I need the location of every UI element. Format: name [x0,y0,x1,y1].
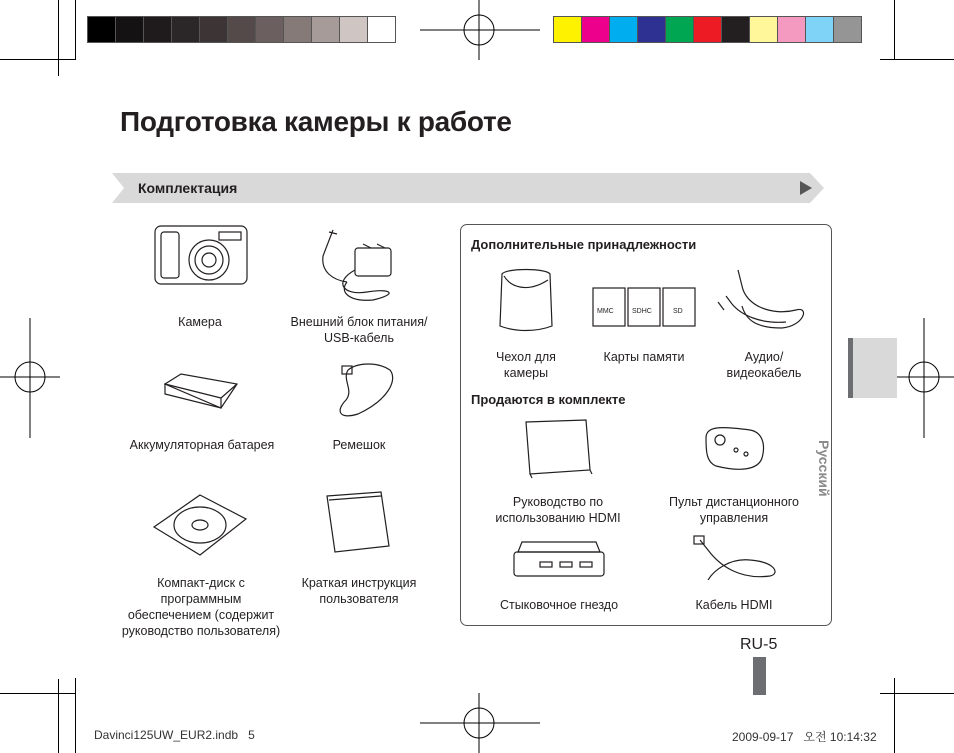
card-label-sd: SD [673,308,683,315]
language-tab [848,338,897,398]
hdmi-cable-icon [690,536,780,586]
page-number: RU-5 [740,636,778,653]
docking-station-icon [510,540,606,584]
crop-mark [894,678,895,753]
remote-control-icon [700,424,766,474]
item-caption-quick-guide: Краткая инструкция пользователя [301,576,417,606]
registration-mark-right [894,318,954,438]
item-caption-strap: Ремешок [332,438,386,452]
color-swatch [665,16,694,43]
power-adapter-icon [303,222,413,302]
section-title: Комплектация [138,180,238,196]
footer-filename: Davinci125UW_EUR2.indb 5 [94,728,255,742]
color-swatch [255,16,284,43]
item-caption-battery: Аккумуляторная батарея [129,438,275,452]
color-swatch [199,16,228,43]
hdmi-manual-icon [524,418,594,478]
item-caption-camera: Камера [178,315,222,329]
color-swatch [87,16,116,43]
registration-mark-bottom [420,693,540,753]
crop-mark [880,693,954,694]
color-swatch [171,16,200,43]
color-swatch [227,16,256,43]
gray-swatch-row [87,16,395,43]
color-swatch [581,16,610,43]
color-swatch [721,16,750,43]
optional-accessories-heading: Дополнительные принадлежности [471,237,697,252]
crop-mark [75,678,76,753]
optional-caption-case: Чехол для камеры [496,350,556,380]
crop-mark [58,0,59,76]
sold-caption-hdmi-manual: Руководство по использованию HDMI [495,495,621,525]
camera-case-icon [496,266,556,332]
item-caption-cd: Компакт-диск с программным обеспечением (содержит руководство пользователя) [121,576,281,638]
optional-caption-av-cable: Аудио/ видеокабель [726,350,802,380]
registration-mark-left [0,318,60,438]
battery-icon [163,372,239,412]
color-swatch [609,16,638,43]
registration-mark-top [420,0,540,60]
color-swatch [637,16,666,43]
crop-mark [58,679,59,753]
color-swatch [693,16,722,43]
color-swatch [143,16,172,43]
color-swatch [777,16,806,43]
sold-separately-heading: Продаются в комплекте [471,392,626,407]
page-title: Подготовка камеры к работе [120,106,512,137]
color-swatch-row [553,16,861,43]
sold-caption-docking-station: Стыковочное гнездо [499,598,619,612]
item-caption-power-adapter: Внешний блок питания/ USB-кабель [290,315,428,345]
footer-timestamp: 2009-09-17 오전 10:14:32 [732,730,877,744]
crop-mark [894,0,895,60]
color-swatch [283,16,312,43]
sold-caption-remote: Пульт дистанционного управления [668,495,800,525]
memory-cards-icon [591,286,697,328]
crop-mark [0,693,75,694]
card-label-mmc: MMC [597,308,614,315]
strap-icon [318,360,398,420]
color-swatch [749,16,778,43]
crop-mark [880,59,954,60]
optional-caption-memory-cards: Карты памяти [603,350,685,364]
color-swatch [805,16,834,43]
color-swatch [367,16,396,43]
cd-disc-icon [152,493,248,557]
card-label-sdhc: SDHC [632,308,652,315]
color-swatch [553,16,582,43]
color-swatch [833,16,862,43]
crop-mark [75,0,76,60]
color-swatch [115,16,144,43]
quick-guide-icon [325,490,393,558]
sold-caption-hdmi-cable: Кабель HDMI [695,598,773,612]
color-swatch [311,16,340,43]
language-tab-label: Русский [816,440,832,497]
av-cable-icon [712,266,812,338]
page-number-bar [753,657,766,695]
crop-mark [0,59,75,60]
camera-icon [153,222,249,288]
language-tab-marker [848,338,853,398]
color-swatch [339,16,368,43]
